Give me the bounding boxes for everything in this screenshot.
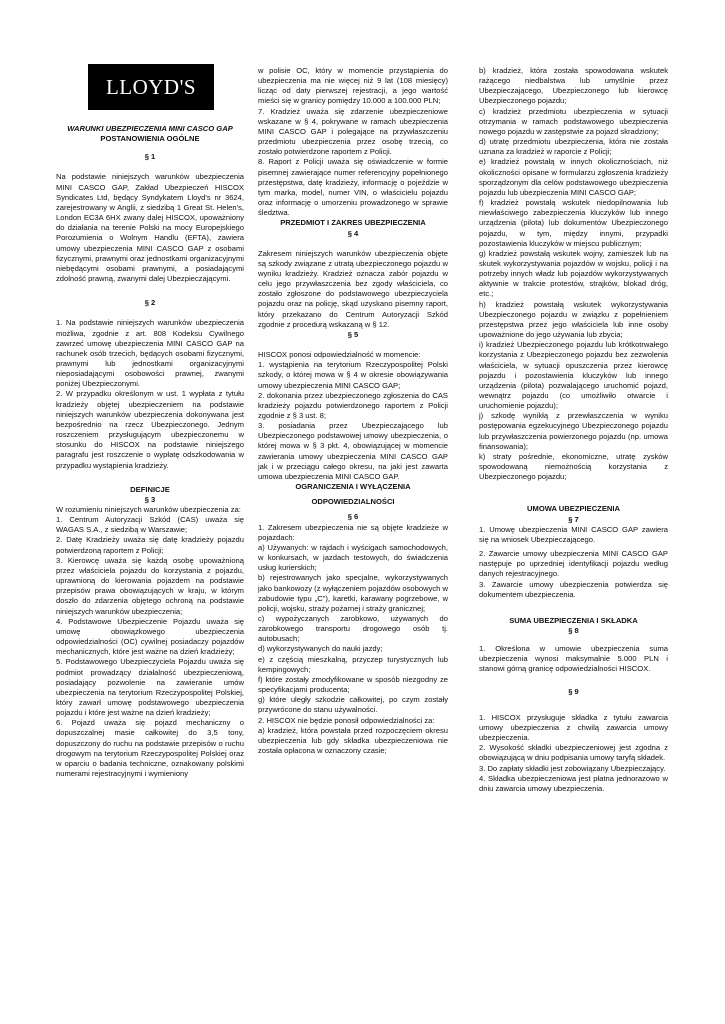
paragraph: 4. Podstawowe Ubezpieczenie Pojazdu uważa się umowę obowiązkowego ubezpieczenia odpowiedzialności (OC) cywilnej posiadaczy pojazdów mechanicznych, które jest ważne na dzień kradzieży; bbox=[56, 616, 244, 657]
paragraph: 1. Umowę ubezpieczenia MINI CASCO GAP zawiera się na wniosek Ubezpieczającego. bbox=[479, 524, 668, 544]
column-2 bbox=[258, 66, 448, 756]
paragraph: g) kradzież powstałą wskutek wojny, zamieszek lub na skutek wykorzystywania pojazdów w wojsku, policji i na potrzeby innych władz lub pojazdów wykorzystywanych aktywnie w trakcie protestów, strajków, blokad dróg, etc.; bbox=[479, 248, 668, 299]
paragraph: 1. HISCOX przysługuje składka z tytułu zawarcia umowy ubezpieczenia z chwilą zawarcia umowy ubezpieczenia. bbox=[479, 712, 668, 743]
section-heading: WARUNKI UBEZPIECZENIA MINI CASCO GAP bbox=[67, 124, 233, 133]
section-heading: § 1 bbox=[144, 152, 156, 162]
paragraph: 2. W przypadku określonym w ust. 1 wypłata z tytułu kradzieży objętej ubezpieczeniem na podstawie niniejszych warunków ubezpieczenia dokonywana jest bezpośrednio na rzecz Ubezpieczonego. Jednym roszczeniem przysługującym ubezpieczonemu w stosunku do HISCOX na podstawie niniejszego paragrafu jest roszczenie o wypłatę odszkodowania w przypadku wystąpienia kradzieży. bbox=[56, 389, 244, 470]
paragraph: a) kradzież, która powstała przed rozpoczęciem okresu ubezpieczenia lub gdy składka ubezpieczeniowa nie została opłacona w oznaczony czasie; bbox=[258, 725, 448, 755]
paragraph: HISCOX ponosi odpowiedzialność w momencie: bbox=[258, 350, 421, 360]
paragraph: a) Używanych: w rajdach i wyścigach samochodowych, w konkursach, w jazdach testowych, do świadczenia usług kurierskich; bbox=[258, 542, 448, 573]
section-heading: § 9 bbox=[568, 686, 579, 696]
section-heading: § 3 bbox=[144, 494, 156, 504]
paragraph: 7. Kradzież uważa się zdarzenie ubezpieczeniowe wskazane w § 4, pokrywane w ramach ubezpieczenia MINI CASCO GAP i polegające na przywłaszczeniu przedmiotu ubezpieczenia przez osobę trzecią, co zostało potwierdzone raportem z Policji. bbox=[258, 106, 448, 157]
section-heading: UMOWA UBEZPIECZENIA bbox=[527, 504, 620, 514]
section-heading: § 8 bbox=[568, 625, 579, 635]
lloyds-logo: LLOYD'S bbox=[88, 64, 214, 110]
paragraph: b) rejestrowanych jako specjalne, wykorzystywanych jako bankowozy (z wyłączeniem pojazdów osobowych w zabudowie typu „C"), karetki, karawany pogrzebowe, w policji, wojsku, straży pożarnej i straży granicznej; bbox=[258, 573, 448, 613]
paragraph: f) kradzież powstałą wskutek niedopilnowania lub niewłaściwego zabezpieczenia kluczyków lub innego urządzenia (pilota) lub dokumentów Ubezpieczonego pojazdu, w tym, między innymi, przypadki pozostawienia kluczyków w miejscu publicznym; bbox=[479, 198, 668, 248]
paragraph: 2. HISCOX nie będzie ponosił odpowiedzialności za: bbox=[258, 715, 435, 725]
paragraph: d) utratę przedmiotu ubezpieczenia, która nie została uznana za kradzież w raporcie z Policji; bbox=[479, 137, 668, 157]
paragraph: 3. posiadania przez Ubezpieczającego lub Ubezpieczonego podstawowej umowy ubezpieczenia, o której mowa w § 3 pkt. 4, obowiązującej w momencie zawierania umowy ubezpieczenia MINI CASCO GAP jak i w przeciągu całego okresu, na jaki jest zawarta umowa ubezpieczenia MINI CASCO GAP. bbox=[258, 421, 448, 481]
paragraph: e) z częścią mieszkalną, przyczep turystycznych lub kempingowych; bbox=[258, 654, 448, 674]
paragraph: d) wykorzystywanych do nauki jazdy; bbox=[258, 644, 383, 654]
paragraph: j) szkodę wynikłą z przewłaszczenia w wyniku postępowania egzekucyjnego Ubezpieczonego pojazdu lub przywłaszczenia powierzonego pojazdu (np. umowa finansowania); bbox=[479, 411, 668, 451]
paragraph: Zakresem niniejszych warunków ubezpieczenia objęte są szkody związane z utratą ubezpieczonego pojazdu w wyniku kradzieży. Kradzież oznacza zabór pojazdu w celu jego przywłaszczenia bez zgody właściciela, co zostało zgłoszone do podstawowego ubezpieczyciela pojazdu oraz na policję, skąd uzyskano pisemny raport, który przekazano do Centrum Autoryzacji Szkód zgodnie z procedurą wskazaną w § 12. bbox=[258, 248, 448, 329]
paragraph: 5. Podstawowego Ubezpieczyciela Pojazdu uważa się podmiot prowadzący działalność ubezpieczeniową, posiadający pozwolenie na zawieranie umów ubezpieczenia na terytorium Rzeczypospolitej Polskiej, który zawarł umowę podstawowego ubezpieczenia pojazdu i które jest ważne na dzień kradzieży; bbox=[56, 657, 244, 718]
section-heading: § 7 bbox=[568, 514, 579, 524]
paragraph: e) kradzież powstałą w innych okolicznościach, niż okoliczności opisane w formularzu zgłoszenia kradzieży sporządzonym dla celów podstawowego ubezpieczenia pojazdu lub ubezpieczenia MINI CASCO GAP; bbox=[479, 157, 668, 197]
column-3 bbox=[479, 66, 668, 794]
paragraph: 4. Składka ubezpieczeniowa jest płatna jednorazowo w dniu zawarcia umowy ubezpieczenia. bbox=[479, 773, 668, 793]
paragraph: W rozumieniu niniejszych warunków ubezpieczenia za: bbox=[56, 505, 241, 514]
section-heading: PRZEDMIOT I ZAKRES UBEZPIECZENIA bbox=[280, 218, 426, 228]
paragraph: 3. Kierowcę uważa się każdą osobę upoważnioną przez właściciela pojazdu do korzystania z pojazdu, uprawnioną do kierowania pojazdem na podstawie przepisów prawa obowiązujących w kraju, w którym doszło do zdarzenia objętego ochroną na podstawie niniejszych warunków ubezpieczenia; bbox=[56, 555, 244, 616]
section-heading: § 4 bbox=[347, 228, 359, 238]
paragraph: Na podstawie niniejszych warunków ubezpieczenia MINI CASCO GAP, Zakład Ubezpieczeń HISCOX Syndicates Ltd, będący Syndykatem Lloyd's nr 3624, zarejestrowany w Anglii, z siedzibą 1 Great St. Helen's, London EC3A 6HX zwany dalej HISCOX, upoważniony do działania na terenie Polski na mocy Europejskiego Porozumienia o Wolnym Handlu (EFTA), zawiera umowy ubezpieczenia MINI CASCO GAP z osobami fizycznymi, prawnymi oraz jednostkami organizacyjnymi niebędącymi osobami prawnymi, a posiadającymi zdolność prawną, zwanymi dalej Ubezpieczającymi. bbox=[56, 172, 244, 284]
paragraph: 2. Zawarcie umowy ubezpieczenia MINI CASCO GAP następuje po uprzedniej identyfikacji pojazdu według danych rejestracyjnego. bbox=[479, 549, 668, 579]
paragraph: i) kradzież Ubezpieczonego pojazdu lub krótkotrwałego korzystania z Ubezpieczonego pojazdu bez zezwolenia właściciela, w sytuacji opuszczenia przez kierowcę pojazdu i pozostawienia kluczyków lub innego urządzenia (pilota) pozwalającego uruchomić pojazd, wewnątrz pojazdu (co umożliwiło otwarcie i uruchomienie pojazdu); bbox=[479, 340, 668, 411]
paragraph: b) kradzież, która została spowodowana wskutek rażącego niedbalstwa lub umyślnie przez Ubezpieczającego, Ubezpieczonego lub kierowcę Ubezpieczonego pojazdu; bbox=[479, 66, 668, 106]
paragraph: 3. Do zapłaty składki jest zobowiązany Ubezpieczający. bbox=[479, 763, 666, 773]
section-heading: OGRANICZENIA I WYŁĄCZENIA bbox=[295, 482, 411, 492]
section-heading: ODPOWIEDZIALNOŚCI bbox=[311, 497, 395, 507]
paragraph: 1. Centrum Autoryzacji Szkód (CAS) uważa się WAGAS S.A., z siedzibą w Warszawie; bbox=[56, 515, 244, 535]
paragraph: c) kradzież przedmiotu ubezpieczenia w sytuacji otrzymania w ramach podstawowego ubezpieczenia nowego pojazdu w zastępstwie za pojazd skradziony; bbox=[479, 106, 668, 136]
paragraph: k) straty pośrednie, ekonomiczne, utratę zysków spowodowaną niemożnością korzystania z Ubezpieczonego pojazdu; bbox=[479, 451, 668, 482]
paragraph: c) wypożyczanych zarobkowo, używanych do zarobkowego transportu drogowego osób tj. autobusach; bbox=[258, 613, 448, 644]
paragraph: g) które uległy szkodzie całkowitej, po czym zostały przywrócone do stanu używalności. bbox=[258, 695, 448, 715]
paragraph: 1. wystąpienia na terytorium Rzeczypospolitej Polski szkody, o której mowa w § 4 w okresie obowiązywania umowy ubezpieczenia MINI CASCO GAP; bbox=[258, 360, 448, 390]
section-heading: POSTANOWIENIA OGÓLNE bbox=[100, 134, 200, 144]
paragraph: f) które zostały zmodyfikowane w sposób niezgodny ze specyfikacjami producenta; bbox=[258, 674, 448, 695]
paragraph: 1. Zakresem ubezpieczenia nie są objęte kradzieże w pojazdach: bbox=[258, 522, 448, 542]
paragraph: 8. Raport z Policji uważa się oświadczenie w formie pisemnej zawierające numer referencyjny popełnionego przestępstwa, datę kradzieży, informację o pojeździe w tym marka, model, numer VIN, o właścicielu pojazdu oraz informację o umorzeniu prowadzonego w sprawie śledztwa. bbox=[258, 157, 448, 218]
column-1 bbox=[56, 58, 244, 779]
paragraph: w polisie OC, który w momencie przystąpienia do ubezpieczenia ma nie więcej niż 9 lat (108 miesięcy) licząc od daty pierwszej rejestracji, a jego wartość mieści się w granicy pomiędzy 10.000 a 100.000 PLN; bbox=[258, 66, 448, 106]
section-heading: SUMA UBEZPIECZENIA I SKŁADKA bbox=[509, 615, 638, 625]
paragraph: 6. Pojazd uważa się pojazd mechaniczny o dopuszczalnej masie całkowitej do 3,5 tony, dopuszczony do ruchu na podstawie przepisów o ruchu drogowym na terytorium Rzeczypospolitej Polskiej oraz w oparciu o badania techniczne, oznakowany polskimi numerami rejestracyjnymi i wymieniony bbox=[56, 718, 244, 779]
paragraph: 2. Wysokość składki ubezpieczeniowej jest zgodna z obowiązującą w dniu podpisania umowy taryfą składek. bbox=[479, 743, 668, 763]
paragraph: 1. Na podstawie niniejszych warunków ubezpieczenia możliwa, zgodnie z art. 808 Kodeksu Cywilnego zawrzeć umowę ubezpieczenia MINI CASCO GAP na rachunek osób trzecich, będących osobami fizycznymi, prawnymi lub jednostkami organizacyjnymi nieposiadającymi osobowości prawnej, zwanymi poniżej Ubezpieczonymi. bbox=[56, 318, 244, 389]
paragraph: 3. Zawarcie umowy ubezpieczenia potwierdza się dokumentem ubezpieczenia. bbox=[479, 579, 668, 599]
paragraph: h) kradzież powstałą wskutek wykorzystywania Ubezpieczonego pojazdu w związku z popełnieniem przestępstwa przez jego właściciela lub inne osoby upoważnione do jego używania lub zbycia; bbox=[479, 299, 668, 340]
paragraph: 2. Datę Kradzieży uważa się datę kradzieży pojazdu potwierdzoną raportem z Policji; bbox=[56, 535, 244, 555]
section-heading: § 5 bbox=[347, 329, 359, 339]
section-heading: DEFINICJE bbox=[130, 484, 170, 494]
section-heading: § 2 bbox=[144, 298, 156, 308]
paragraph: 1. Określona w umowie ubezpieczenia suma ubezpieczenia wynosi maksymalnie 5.000 PLN i stanowi górną granicę odpowiedzialności HISCOX. bbox=[479, 644, 668, 674]
section-heading: § 6 bbox=[347, 512, 359, 522]
paragraph: 2. dokonania przez ubezpieczonego zgłoszenia do CAS kradzieży pojazdu potwierdzonego raportem z Policji zgodnie z § 3 ust. 8; bbox=[258, 390, 448, 420]
